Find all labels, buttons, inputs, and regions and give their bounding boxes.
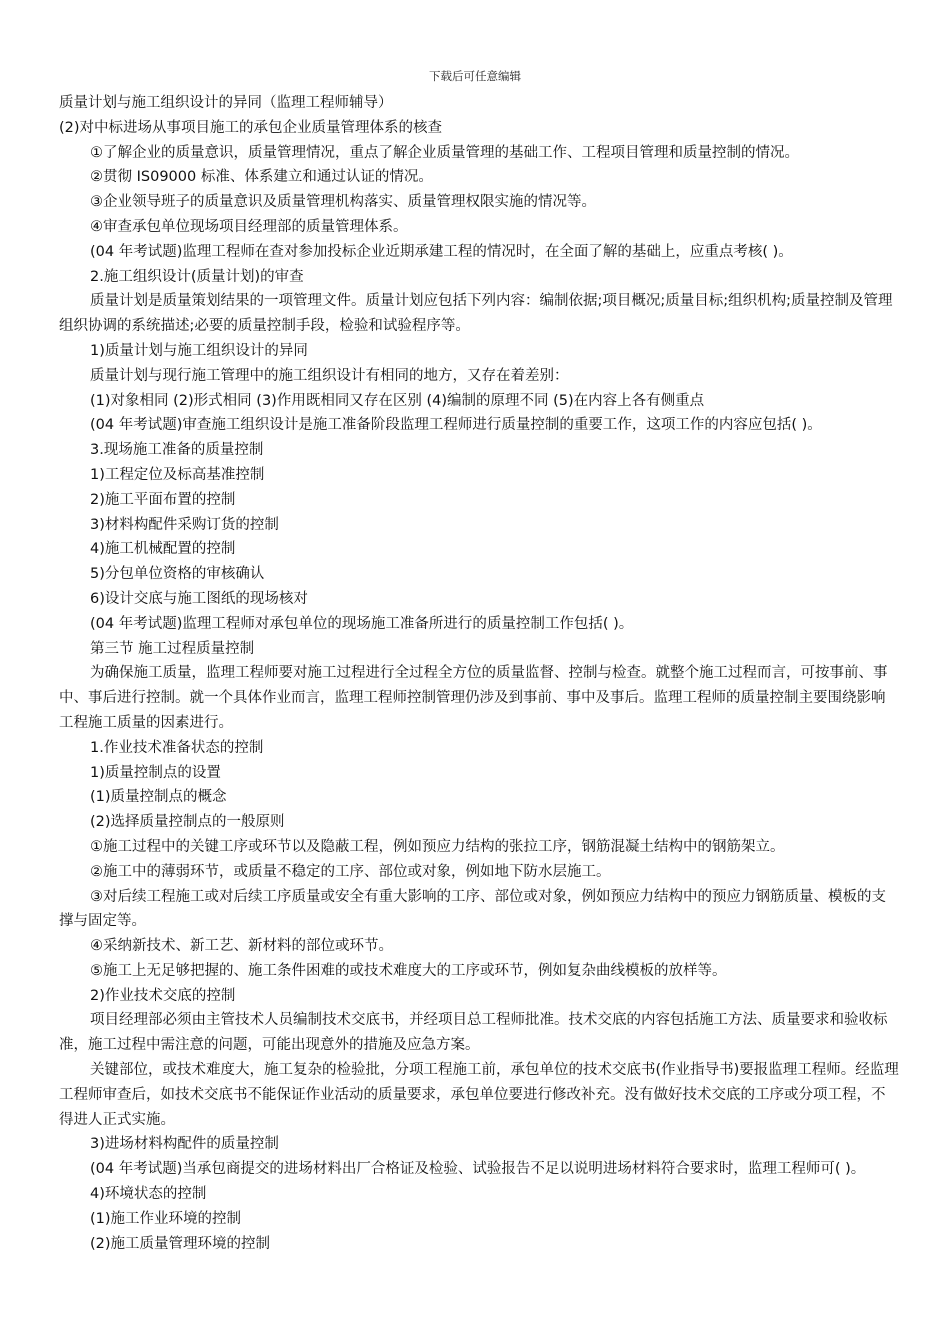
paragraph: 2)施工平面布置的控制 (90, 491, 236, 508)
paragraph: ③对后续工程施工或对后续工序质量或安全有重大影响的工序、部位或对象，例如预应力结构中的预应力钢筋质量、模板的支撑与固定等。 (59, 888, 886, 930)
paragraph: ①了解企业的质量意识，质量管理情况，重点了解企业质量管理的基础工作、工程项目管理和质量控制的情况。 (90, 144, 799, 161)
paragraph: 质量计划与现行施工管理中的施工组织设计有相同的地方，又存在着差别： (90, 367, 569, 384)
paragraph: (04 年考试题)审查施工组织设计是施工准备阶段监理工程师进行质量控制的重要工作，这项工作的内容应包括( )。 (90, 417, 822, 434)
paragraph: 6)设计交底与施工图纸的现场核对 (90, 590, 308, 607)
paragraph: 4)环境状态的控制 (90, 1186, 207, 1203)
paragraph: ④审查承包单位现场项目经理部的质量管理体系。 (90, 218, 408, 235)
paragraph: (2)对中标进场从事项目施工的承包企业质量管理体系的核查 (59, 119, 443, 136)
paragraph: 质量计划是质量策划结果的一项管理文件。质量计划应包括下列内容：编制依据;项目概况;质量目标;组织机构;质量控制及管理组织协调的系统描述;必要的质量控制手段，检验和试验程序等。 (59, 293, 893, 335)
paragraph: 1.作业技术准备状态的控制 (90, 739, 264, 756)
paragraph: 2)作业技术交底的控制 (90, 987, 236, 1004)
paragraph: 为确保施工质量，监理工程师要对施工过程进行全过程全方位的质量监督、控制与检查。就整个施工过程而言，可按事前、事中、事后进行控制。就一个具体作业而言，监理工程师控制管理仍涉及到事前、事中及事后。监理工程师的质量控制主要围绕影响工程施工质量的因素进行。 (59, 665, 888, 731)
paragraph: (04 年考试题)当承包商提交的进场材料出厂合格证及检验、试验报告不足以说明进场材料符合要求时，监理工程师可( )。 (90, 1161, 866, 1178)
paragraph: 1)质量计划与施工组织设计的异同 (90, 342, 308, 359)
paragraph: (2)选择质量控制点的一般原则 (90, 814, 285, 831)
paragraph: ②施工中的薄弱环节，或质量不稳定的工序、部位或对象，例如地下防水层施工。 (90, 863, 611, 880)
paragraph: 3)进场材料构配件的质量控制 (90, 1136, 279, 1153)
paragraph: 5)分包单位资格的审核确认 (90, 566, 265, 583)
paragraph: 4)施工机械配置的控制 (90, 541, 236, 558)
paragraph: 项目经理部必须由主管技术人员编制技术交底书，并经项目总工程师批准。技术交底的内容包括施工方法、质量要求和验收标准，施工过程中需注意的问题，可能出现意外的措施及应急方案。 (59, 1012, 888, 1054)
paragraph: (1)施工作业环境的控制 (90, 1210, 242, 1227)
page-header: 下载后可任意编辑 (429, 69, 521, 83)
paragraph: 3.现场施工准备的质量控制 (90, 442, 264, 459)
paragraph: (2)施工质量管理环境的控制 (90, 1235, 271, 1252)
paragraph: ⑤施工上无足够把握的、施工条件困难的或技术难度大的工序或环节，例如复杂曲线模板的放样等。 (90, 962, 727, 979)
paragraph: 3)材料构配件采购订货的控制 (90, 516, 279, 533)
paragraph: ③企业领导班子的质量意识及质量管理机构落实、质量管理权限实施的情况等。 (90, 194, 596, 211)
paragraph: 2.施工组织设计(质量计划)的审查 (90, 268, 304, 285)
paragraph: (04 年考试题)监理工程师在查对参加投标企业近期承建工程的情况时，在全面了解的基础上，应重点考核( )。 (90, 243, 793, 260)
document-body (59, 91, 899, 1256)
paragraph: ②贯彻 IS09000 标准、体系建立和通过认证的情况。 (90, 169, 433, 186)
paragraph: 1)质量控制点的设置 (90, 764, 221, 781)
paragraph: ①施工过程中的关键工序或环节以及隐蔽工程，例如预应力结构的张拉工序，钢筋混凝土结构中的钢筋架立。 (90, 838, 785, 855)
paragraph: 第三节 施工过程质量控制 (90, 640, 255, 657)
paragraph: 质量计划与施工组织设计的异同（监理工程师辅导） (59, 95, 393, 111)
paragraph: 关键部位，或技术难度大，施工复杂的检验批，分项工程施工前，承包单位的技术交底书(作业指导书)要报监理工程师。经监理工程师审查后，如技术交底书不能保证作业活动的质量要求，承包单位要进行修改补充。没有做好技术交底的工序或分项工程，不得进人正式实施。 (59, 1062, 899, 1128)
paragraph: (04 年考试题)监理工程师对承包单位的现场施工准备所进行的质量控制工作包括( )。 (90, 615, 634, 632)
paragraph: 1)工程定位及标高基准控制 (90, 466, 265, 483)
paragraph: (1)质量控制点的概念 (90, 789, 227, 806)
paragraph: (1)对象相同 (2)形式相同 (3)作用既相同又存在区别 (4)编制的原理不同 (5)在内容上各有侧重点 (90, 392, 705, 409)
paragraph: ④采纳新技术、新工艺、新材料的部位或环节。 (90, 938, 393, 955)
